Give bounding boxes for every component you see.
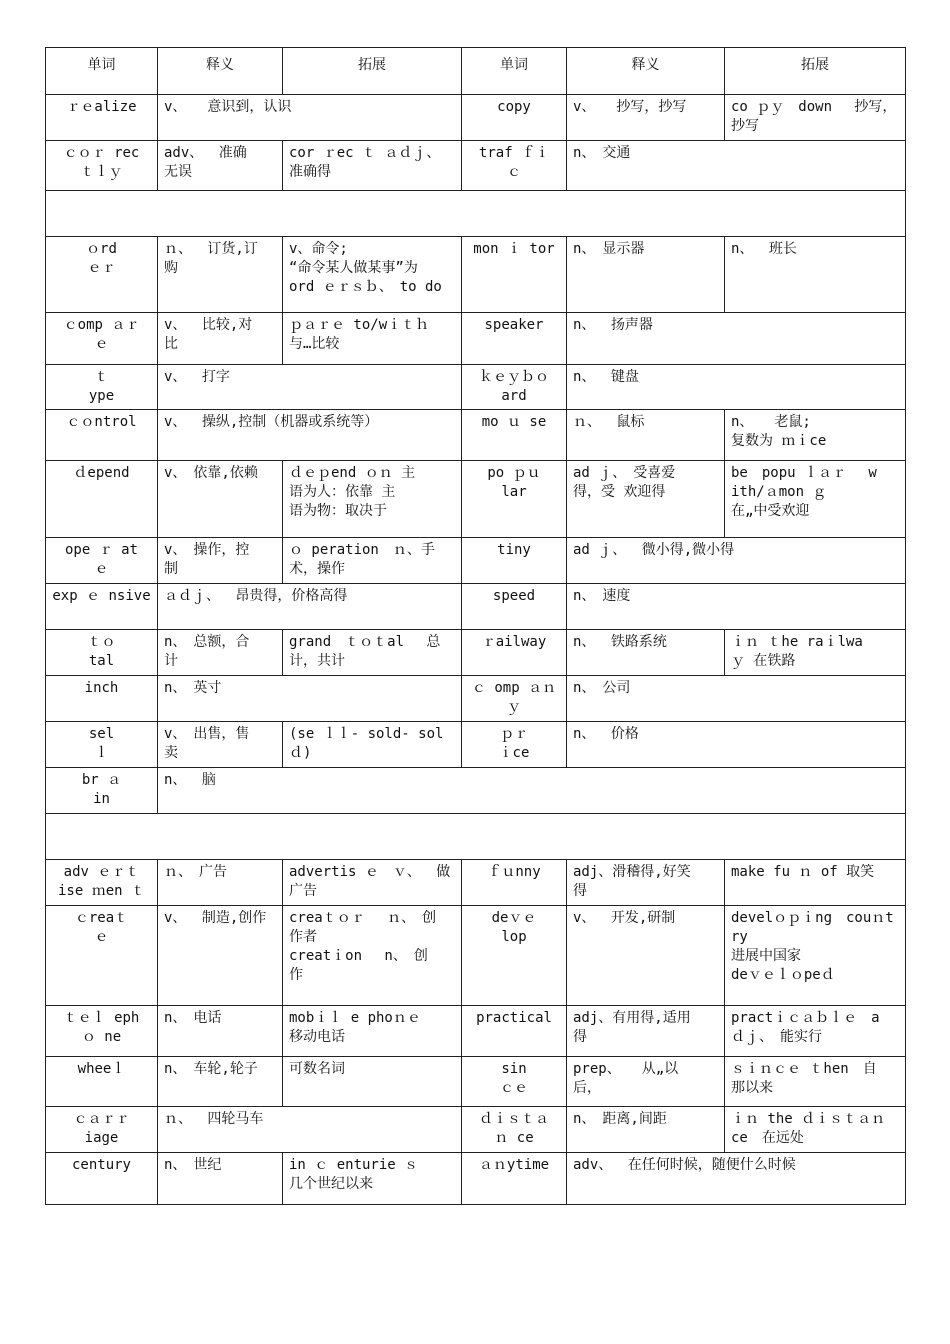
blank-cell: [46, 191, 906, 237]
extension-cell: [725, 1057, 906, 1107]
word-cell-line: ｐｒ: [500, 726, 528, 742]
meaning-cell-line: ｎ、 四轮马车: [164, 1111, 264, 1127]
extension-cell-line: 广告: [289, 883, 317, 899]
table-row: [46, 676, 906, 722]
meaning-cell: [567, 95, 725, 141]
word-cell-line: ｅ: [94, 929, 109, 945]
word-cell-line: ｙ: [507, 699, 521, 715]
word-cell: [46, 584, 158, 630]
word-cell-line: ｅｒ: [87, 260, 116, 276]
word-cell-line: sin: [501, 1061, 527, 1077]
meaning-cell: [158, 95, 462, 141]
word-cell-line: ise ｍen ｔ: [57, 883, 145, 899]
meaning-cell: [158, 676, 462, 722]
word-cell: [46, 1153, 158, 1205]
word-cell: [462, 860, 567, 906]
meaning-cell-line: n、 铁路系统: [573, 634, 667, 650]
extension-cell-line: (se ｌｌ- sold- sol: [289, 726, 444, 742]
extension-cell: [725, 95, 906, 141]
extension-cell-line: creatｉon n、 创: [289, 948, 428, 964]
extension-cell-line: ｐａｒｅ to/wｉｔｈ: [289, 317, 430, 333]
extension-cell-line: cor ｒec ｔ ａｄｊ、: [289, 145, 441, 161]
meaning-cell: [567, 365, 906, 410]
word-cell-line: iage: [84, 1130, 119, 1146]
meaning-cell-line: n、 扬声器: [573, 317, 653, 333]
meaning-cell: [158, 365, 462, 410]
meaning-cell: [158, 860, 283, 906]
word-cell-line: ｒｅalize: [66, 99, 137, 115]
meaning-cell-line: ａｄｊ、 昂贵得，价格高得: [164, 588, 348, 604]
extension-cell-line: n、 老鼠;: [731, 414, 811, 430]
extension-cell: [725, 1107, 906, 1153]
extension-cell-line: deｖｅｌｏpeｄ: [731, 967, 835, 983]
word-cell-line: practical: [476, 1010, 552, 1026]
extension-cell-line: ｄｅｐend ｏｎ 主: [289, 465, 416, 481]
word-cell-line: speed: [492, 588, 536, 604]
table-row: [46, 1006, 906, 1057]
extension-cell-line: ith/ａmon ｇ: [731, 484, 827, 500]
extension-cell-line: ｉｎ the ｄｉｓｔａｎ: [731, 1111, 886, 1127]
word-cell-line: ｎ ce: [494, 1130, 534, 1146]
word-cell: [46, 1107, 158, 1153]
meaning-cell: [567, 906, 725, 1006]
extension-cell-line: creaｔｏｒ ｎ、 创: [289, 910, 437, 926]
word-cell: [46, 1057, 158, 1107]
word-cell-line: lar: [501, 484, 527, 500]
extension-cell-line: ｏ peration ｎ、手: [289, 542, 435, 558]
word-cell: [462, 1006, 567, 1057]
extension-cell: [725, 906, 906, 1006]
word-cell-line: ａｎytime: [478, 1157, 550, 1173]
header-meaning-1: 释义: [158, 48, 283, 95]
meaning-cell: [158, 410, 462, 461]
extension-cell: [283, 313, 462, 365]
extension-cell: [283, 1057, 462, 1107]
meaning-cell-line: adj、有用得,适用: [573, 1010, 691, 1026]
meaning-cell-line: v、 比较,对: [164, 317, 253, 333]
extension-cell-line: 与…比较: [289, 336, 340, 352]
meaning-cell-line: n、 速度: [573, 588, 631, 604]
meaning-cell-line: v、 打字: [164, 369, 230, 385]
word-cell: [462, 1153, 567, 1205]
word-cell-line: ｔｅｌ eph: [63, 1010, 140, 1026]
extension-cell: [725, 410, 906, 461]
meaning-cell: [567, 410, 725, 461]
table-row: [46, 906, 906, 1006]
meaning-cell-line: 卖: [164, 745, 178, 761]
word-cell-line: ｃreaｔ: [74, 910, 129, 926]
word-cell-line: ｃｅ: [500, 1080, 528, 1096]
word-cell-line: ｌ: [94, 745, 109, 761]
meaning-cell: [567, 313, 906, 365]
word-cell-line: ｃｏｒ rec: [63, 145, 140, 161]
meaning-cell-line: v、 操作，控: [164, 542, 250, 558]
word-cell: [46, 365, 158, 410]
extension-cell: [283, 722, 462, 768]
word-cell-line: ｃａｒｒ: [73, 1111, 130, 1127]
word-cell: [462, 584, 567, 630]
word-cell-line: century: [71, 1157, 131, 1173]
table-row: [46, 141, 906, 191]
meaning-cell: [158, 1107, 462, 1153]
word-cell: [46, 1006, 158, 1057]
word-cell: [46, 538, 158, 584]
word-cell: [462, 538, 567, 584]
word-cell-line: sel: [88, 726, 115, 742]
meaning-cell-line: n、 英寸: [164, 680, 222, 696]
word-cell-line: ｃ: [507, 164, 521, 180]
extension-cell-line: v、命令;: [289, 241, 348, 257]
extension-cell-line: 准确得: [289, 164, 331, 180]
word-cell: [46, 141, 158, 191]
meaning-cell-line: prep、 从„以: [573, 1061, 679, 1077]
meaning-cell-line: adv、 准确: [164, 145, 247, 161]
meaning-cell: [158, 1153, 283, 1205]
extension-cell: [283, 461, 462, 538]
table-row: [46, 365, 906, 410]
meaning-cell: [158, 630, 283, 676]
header-row: [46, 48, 906, 95]
extension-cell: [283, 630, 462, 676]
table-row: [46, 1057, 906, 1107]
meaning-cell-line: n、 键盘: [573, 369, 639, 385]
meaning-cell: [567, 1006, 725, 1057]
extension-cell: [725, 1006, 906, 1057]
extension-cell-line: 语为人：依靠 主: [289, 484, 396, 500]
meaning-cell: [567, 237, 725, 313]
word-cell-line: ｏ ne: [81, 1029, 122, 1045]
word-cell: [462, 676, 567, 722]
meaning-cell: [567, 722, 906, 768]
meaning-cell-line: adj、滑稽得,好笑: [573, 864, 691, 880]
word-cell-line: ｒailway: [481, 634, 547, 650]
word-cell-line: ｆｕnny: [487, 864, 541, 880]
meaning-cell-line: n、 总额，合: [164, 634, 250, 650]
word-cell: [462, 722, 567, 768]
word-cell-line: tiny: [497, 542, 531, 558]
meaning-cell-line: 计: [164, 653, 178, 669]
word-cell-line: ｃ omp ａｎ: [471, 680, 557, 696]
word-cell-line: traf ｆｉ: [478, 145, 550, 161]
meaning-cell-line: n、 世纪: [164, 1157, 222, 1173]
table-row: [46, 584, 906, 630]
meaning-cell-line: v、 意识到，认识: [164, 99, 292, 115]
meaning-cell: [567, 1057, 725, 1107]
extension-cell-line: 语为物：取决于: [289, 503, 387, 519]
word-cell-line: ard: [501, 388, 527, 404]
word-cell: [46, 676, 158, 722]
section-separator-row: [46, 191, 906, 237]
extension-cell-line: develｏｐｉng couｎtry: [731, 910, 894, 945]
extension-cell-line: ord ｅｒｓｂ、 to do: [289, 279, 442, 295]
extension-cell-line: mobｉｌ e phoｎｅ: [289, 1010, 421, 1026]
word-cell: [46, 313, 158, 365]
extension-cell-line: 几个世纪以来: [289, 1176, 373, 1192]
word-cell: [46, 630, 158, 676]
meaning-cell-line: 比: [164, 336, 178, 352]
extension-cell-line: advertis ｅ ｖ、 做: [289, 864, 451, 880]
word-cell-line: ope ｒ at: [64, 542, 138, 558]
meaning-cell: [567, 1153, 906, 1205]
word-cell: [46, 722, 158, 768]
extension-cell-line: 在„中受欢迎: [731, 503, 810, 519]
meaning-cell-line: ad ｊ、 受喜爱: [573, 465, 676, 481]
word-cell-line: ｃｏntrol: [66, 414, 137, 430]
table-row: [46, 95, 906, 141]
word-cell: [462, 95, 567, 141]
meaning-cell-line: n、 电话: [164, 1010, 222, 1026]
meaning-cell-line: n、 距离,间距: [573, 1111, 667, 1127]
word-cell-line: ｅ: [94, 561, 109, 577]
table-row: [46, 538, 906, 584]
word-cell-line: mon ｉ tor: [473, 241, 555, 257]
word-cell: [462, 141, 567, 191]
meaning-cell: [567, 1107, 725, 1153]
word-cell-line: ｏrd: [86, 241, 117, 257]
meaning-cell-line: adv、 在任何时候，随便什么时候: [573, 1157, 796, 1173]
extension-cell-line: 术，操作: [289, 561, 345, 577]
word-cell-line: ｔｏ: [87, 634, 116, 650]
word-cell-line: ｅ: [94, 336, 109, 352]
meaning-cell-line: n、 价格: [573, 726, 639, 742]
meaning-cell: [567, 461, 725, 538]
word-cell: [462, 237, 567, 313]
extension-cell: [283, 237, 462, 313]
word-cell-line: deｖｅ: [491, 910, 537, 926]
word-cell-line: copy: [497, 99, 531, 115]
word-cell-line: speaker: [484, 317, 544, 333]
extension-cell: [725, 237, 906, 313]
meaning-cell-line: n、 公司: [573, 680, 631, 696]
table-row: [46, 313, 906, 365]
extension-cell-line: in ｃ enturie ｓ: [289, 1157, 419, 1173]
word-cell: [462, 1107, 567, 1153]
extension-cell: [283, 538, 462, 584]
vocabulary-table: [45, 47, 906, 1205]
meaning-cell: [158, 141, 283, 191]
extension-cell-line: 作: [289, 967, 303, 983]
table-row: [46, 768, 906, 814]
word-cell-line: ｋｅｙｂｏ: [479, 369, 549, 385]
word-cell: [462, 461, 567, 538]
word-cell: [46, 95, 158, 141]
word-cell-line: ｔ: [94, 369, 109, 385]
table-row: [46, 1153, 906, 1205]
word-cell-line: mo ｕ se: [481, 414, 547, 430]
extension-cell-line: n、 班长: [731, 241, 797, 257]
header-extension-2: 拓展: [725, 48, 906, 95]
meaning-cell-line: v、 抄写，抄写: [573, 99, 687, 115]
section-separator-row: [46, 814, 906, 860]
word-cell: [462, 906, 567, 1006]
meaning-cell: [158, 768, 906, 814]
meaning-cell: [158, 722, 283, 768]
extension-cell-line: co ｐｙ down 抄写，: [731, 99, 897, 115]
word-cell: [46, 410, 158, 461]
extension-cell: [283, 141, 462, 191]
header-word-2: 单词: [462, 48, 567, 95]
extension-cell: [283, 860, 462, 906]
word-cell-line: ｄｉｓｔａ: [479, 1111, 549, 1127]
table-row: [46, 461, 906, 538]
word-cell-line: in: [93, 791, 110, 807]
word-cell: [46, 906, 158, 1006]
extension-cell-line: ｙ 在铁路: [731, 653, 796, 669]
meaning-cell-line: 购: [164, 260, 178, 276]
meaning-cell: [567, 676, 906, 722]
word-cell-line: lop: [501, 929, 527, 945]
extension-cell-line: 复数为 ｍｉce: [731, 433, 827, 449]
meaning-cell-line: ｎ、 订货,订: [164, 241, 258, 257]
meaning-cell-line: ad ｊ、 微小得,微小得: [573, 542, 735, 558]
header-extension-1: 拓展: [283, 48, 462, 95]
meaning-cell: [567, 630, 725, 676]
word-cell-line: tal: [88, 653, 115, 669]
word-cell-line: ｉce: [498, 745, 530, 761]
extension-cell-line: “命令某人做某事”为: [289, 260, 418, 276]
table-row: [46, 860, 906, 906]
word-cell: [46, 237, 158, 313]
meaning-cell-line: n、 脑: [164, 772, 216, 788]
extension-cell: [725, 630, 906, 676]
meaning-cell-line: v、 出售，售: [164, 726, 250, 742]
extension-cell-line: 抄写: [731, 118, 759, 134]
meaning-cell-line: v、 依靠,依赖: [164, 465, 258, 481]
extension-cell-line: grand ｔｏｔal 总: [289, 634, 441, 650]
meaning-cell: [158, 237, 283, 313]
word-cell: [462, 1057, 567, 1107]
extension-cell-line: 计，共计: [289, 653, 345, 669]
word-cell-line: exp ｅ nsive: [52, 588, 151, 604]
extension-cell: [283, 1006, 462, 1057]
extension-cell-line: ce 在远处: [731, 1130, 804, 1146]
meaning-cell: [567, 538, 906, 584]
meaning-cell: [158, 584, 462, 630]
word-cell-line: po ｐｕ: [487, 465, 541, 481]
extension-cell-line: 作者: [289, 929, 317, 945]
table-row: [46, 630, 906, 676]
meaning-cell-line: 后，: [573, 1080, 601, 1096]
extension-cell: [283, 906, 462, 1006]
word-cell: [462, 630, 567, 676]
meaning-cell-line: ｎ、 鼠标: [573, 414, 645, 430]
extension-cell-line: ｉｎ ｔhe raｉlwa: [731, 634, 863, 650]
extension-cell-line: ｓｉｎｃｅ ｔhen 自: [731, 1061, 877, 1077]
word-cell: [46, 860, 158, 906]
table-row: [46, 722, 906, 768]
extension-cell-line: ｄ): [289, 745, 312, 761]
extension-cell: [725, 461, 906, 538]
extension-cell-line: 进展中国家: [731, 948, 801, 964]
extension-cell: [725, 860, 906, 906]
extension-cell-line: 那以来: [731, 1080, 773, 1096]
word-cell: [462, 410, 567, 461]
word-cell-line: ｔｌｙ: [80, 164, 123, 180]
meaning-cell-line: n、 显示器: [573, 241, 645, 257]
extension-cell-line: ｄｊ、 能实行: [731, 1029, 822, 1045]
meaning-cell: [158, 538, 283, 584]
word-cell-line: adv ｅｒｔ: [63, 864, 140, 880]
meaning-cell-line: v、 开发,研制: [573, 910, 676, 926]
extension-cell: [283, 1153, 462, 1205]
word-cell: [46, 461, 158, 538]
word-cell-line: ype: [88, 388, 115, 404]
word-cell: [462, 365, 567, 410]
meaning-cell: [158, 1057, 283, 1107]
word-cell-line: inch: [84, 680, 119, 696]
table-row: [46, 410, 906, 461]
header-meaning-2: 释义: [567, 48, 725, 95]
blank-cell: [46, 814, 906, 860]
meaning-cell: [567, 584, 906, 630]
word-cell-line: ｄepend: [73, 465, 130, 481]
meaning-cell-line: 得: [573, 883, 587, 899]
meaning-cell: [158, 461, 283, 538]
meaning-cell-line: n、 车轮,轮子: [164, 1061, 258, 1077]
meaning-cell-line: ｎ、 广告: [164, 864, 227, 880]
header-word-1: 单词: [46, 48, 158, 95]
meaning-cell: [567, 860, 725, 906]
meaning-cell-line: v、 制造,创作: [164, 910, 267, 926]
word-cell-line: ｃomp ａｒ: [63, 317, 140, 333]
meaning-cell: [158, 1006, 283, 1057]
word-cell: [462, 313, 567, 365]
meaning-cell-line: 制: [164, 561, 178, 577]
word-cell-line: br ａ: [81, 772, 122, 788]
word-cell: [46, 768, 158, 814]
extension-cell-line: 可数名词: [289, 1061, 345, 1077]
meaning-cell: [158, 906, 283, 1006]
meaning-cell-line: v、 操纵,控制（机器或系统等）: [164, 414, 379, 430]
meaning-cell: [158, 313, 283, 365]
extension-cell-line: make fu ｎ of 取笑: [731, 864, 875, 880]
meaning-cell-line: 得: [573, 1029, 587, 1045]
word-cell-line: wheeｌ: [77, 1061, 126, 1077]
meaning-cell-line: n、 交通: [573, 145, 631, 161]
table-row: [46, 237, 906, 313]
extension-cell-line: 移动电话: [289, 1029, 345, 1045]
meaning-cell-line: 无误: [164, 164, 192, 180]
extension-cell-line: practｉｃａｂｌｅ a: [731, 1010, 880, 1026]
table-row: [46, 1107, 906, 1153]
meaning-cell: [567, 141, 906, 191]
extension-cell-line: be popu ｌａｒ w: [731, 465, 877, 481]
meaning-cell-line: 得，受 欢迎得: [573, 484, 666, 500]
